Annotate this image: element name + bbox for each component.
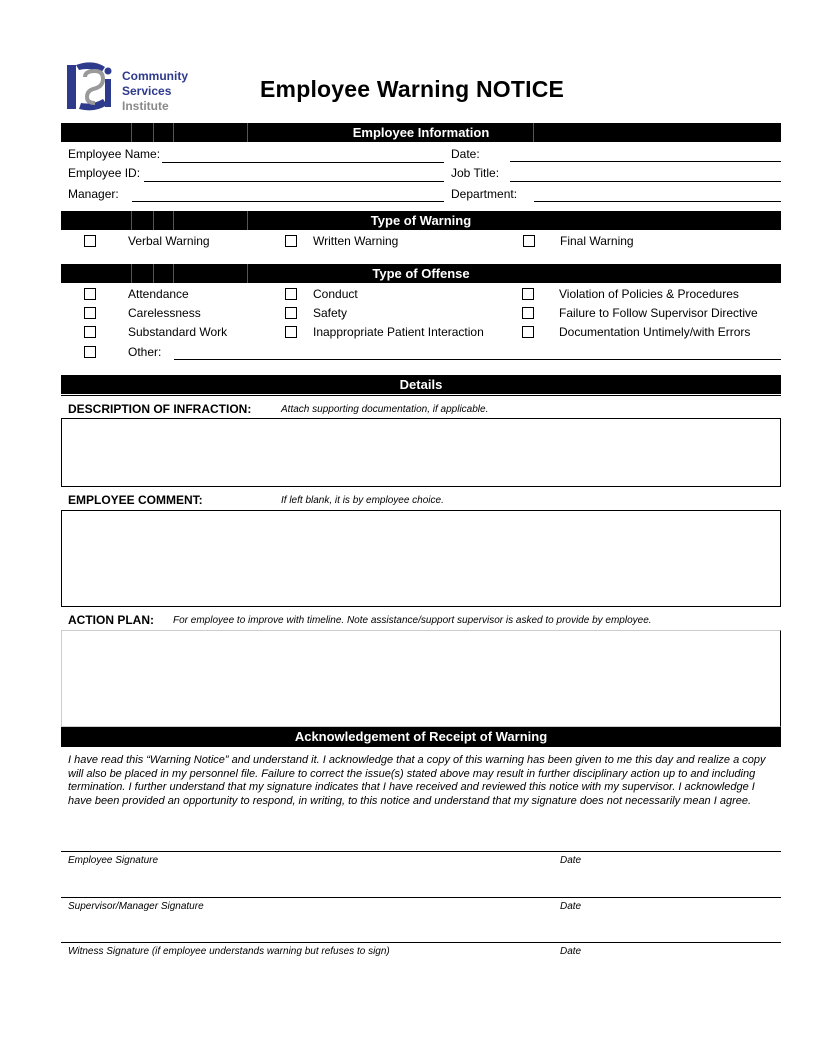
divider <box>61 395 781 396</box>
witness-date-label: Date <box>560 946 582 957</box>
logo-line-3: Institute <box>122 99 169 113</box>
action-plan-textarea[interactable] <box>61 630 781 727</box>
acknowledgement-text: I have read this “Warning Notice” and understand it. I acknowledge that a copy of this warning has been given to me this day and realize a copy will also be placed in my personnel file. Failure to correct the issue(s) stated above may result in further disciplinary action up to and including termination. I further understand that my signature indicates that I have received and reviewed this notice with my supervisor. I acknowledge I have been provided an opportunity to respond, in writing, to this notice and understand that my signature does not necessarily mean I agree. <box>68 754 766 807</box>
department-field[interactable] <box>534 201 781 202</box>
violation-policies-checkbox[interactable] <box>522 288 534 300</box>
safety-checkbox[interactable] <box>285 307 297 319</box>
section-title: Details <box>399 377 443 392</box>
description-label: DESCRIPTION OF INFRACTION: <box>68 402 252 416</box>
final-warning-label: Final Warning <box>560 234 634 248</box>
safety-label: Safety <box>313 306 348 320</box>
inappropriate-interaction-label: Inappropriate Patient Interaction <box>313 325 484 339</box>
description-note: Attach supporting documentation, if applicable. <box>281 404 489 415</box>
csi-logo <box>65 57 205 117</box>
substandard-work-label: Substandard Work <box>128 325 228 339</box>
other-checkbox[interactable] <box>84 346 96 358</box>
logo-line-1: Community <box>122 69 188 83</box>
other-field[interactable] <box>174 359 781 360</box>
employee-comment-note: If left blank, it is by employee choice. <box>281 495 444 506</box>
logo-line-2: Services <box>122 84 172 98</box>
divider <box>61 746 781 747</box>
date-label: Date: <box>451 147 480 161</box>
employee-name-label: Employee Name: <box>68 147 161 161</box>
carelessness-checkbox[interactable] <box>84 307 96 319</box>
employee-signature-label: Employee Signature <box>68 855 159 866</box>
section-type-of-offense <box>61 264 781 283</box>
employee-id-label: Employee ID: <box>68 166 141 180</box>
witness-signature-label: Witness Signature (if employee understands warning but refuses to sign) <box>68 946 390 957</box>
documentation-untimely-checkbox[interactable] <box>522 326 534 338</box>
csi-logo-icon <box>65 57 115 115</box>
date-field[interactable] <box>510 161 781 162</box>
final-warning-checkbox[interactable] <box>523 235 535 247</box>
violation-policies-label: Violation of Policies & Procedures <box>559 287 739 301</box>
supervisor-signature-label: Supervisor/Manager Signature <box>68 901 204 912</box>
substandard-work-checkbox[interactable] <box>84 326 96 338</box>
section-acknowledgement <box>61 727 781 746</box>
witness-signature-line[interactable] <box>61 942 781 943</box>
employee-name-field[interactable] <box>162 162 444 163</box>
verbal-warning-label: Verbal Warning <box>128 234 210 248</box>
action-plan-note: For employee to improve with timeline. Note assistance/support supervisor is asked to provide by employee. <box>173 615 652 626</box>
conduct-label: Conduct <box>313 287 358 301</box>
conduct-checkbox[interactable] <box>285 288 297 300</box>
employee-comment-label: EMPLOYEE COMMENT: <box>68 493 203 507</box>
attendance-checkbox[interactable] <box>84 288 96 300</box>
section-employee-information <box>61 123 781 142</box>
supervisor-date-label: Date <box>560 901 582 912</box>
section-title: Type of Warning <box>370 213 472 228</box>
attendance-label: Attendance <box>128 287 189 301</box>
job-title-field[interactable] <box>510 181 781 182</box>
supervisor-signature-line[interactable] <box>61 897 781 898</box>
action-plan-label: ACTION PLAN: <box>68 613 154 627</box>
job-title-label: Job Title: <box>451 166 500 180</box>
other-label: Other: <box>128 345 162 359</box>
failure-directive-checkbox[interactable] <box>522 307 534 319</box>
written-warning-label: Written Warning <box>313 234 399 248</box>
section-title: Type of Offense <box>372 266 470 281</box>
page-title: Employee Warning NOTICE <box>260 76 565 102</box>
section-type-of-warning <box>61 211 781 230</box>
manager-label: Manager: <box>68 187 119 201</box>
verbal-warning-checkbox[interactable] <box>84 235 96 247</box>
description-textarea[interactable] <box>61 418 781 487</box>
documentation-untimely-label: Documentation Untimely/with Errors <box>559 325 751 339</box>
failure-directive-label: Failure to Follow Supervisor Directive <box>559 306 758 320</box>
department-label: Department: <box>451 187 518 201</box>
employee-comment-textarea[interactable] <box>61 510 781 607</box>
carelessness-label: Carelessness <box>128 306 201 320</box>
employee-id-field[interactable] <box>144 181 444 182</box>
manager-field[interactable] <box>132 201 444 202</box>
section-title: Employee Information <box>352 125 490 140</box>
employee-signature-line[interactable] <box>61 851 781 852</box>
section-title: Acknowledgement of Receipt of Warning <box>294 729 548 744</box>
section-details <box>61 375 781 394</box>
employee-date-label: Date <box>560 855 582 866</box>
written-warning-checkbox[interactable] <box>285 235 297 247</box>
inappropriate-interaction-checkbox[interactable] <box>285 326 297 338</box>
